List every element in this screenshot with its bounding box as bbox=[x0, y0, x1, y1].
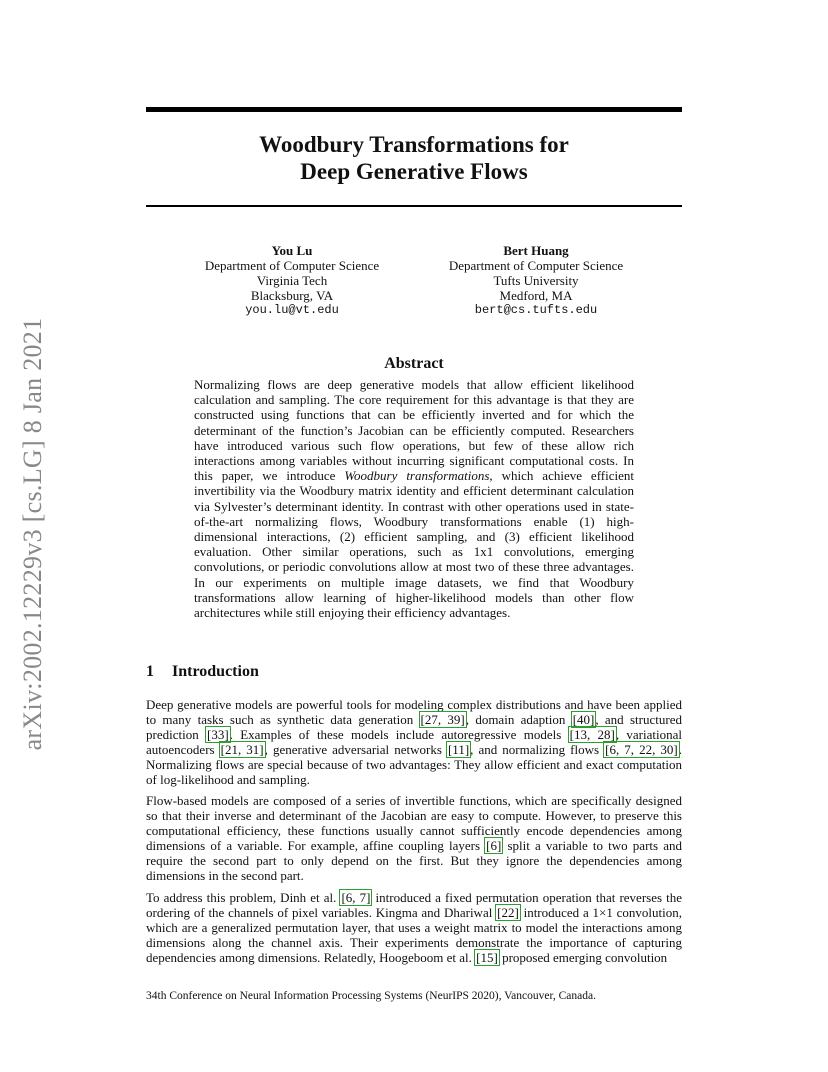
citation-link[interactable]: [6, 7, 22, 30] bbox=[605, 741, 678, 757]
author-institution: Tufts University bbox=[493, 273, 579, 288]
author-location: Blacksburg, VA bbox=[250, 288, 334, 303]
text-run: introduced a 1×1 convolution, which are a generalized permutation layer, that uses a weight matrix to model the interactions among dimensions along the channel axis. Their experiments demonstrate the importance of capturing dependencies among dimensions. Relatedly, Hoogeboom et al. bbox=[146, 904, 682, 965]
abstract-text bbox=[194, 377, 634, 620]
author-block-2 bbox=[406, 243, 666, 318]
abstract-part-2: , which achieve efficient invertibility via the Woodbury matrix identity and efficient determinant calculation via Sylvester’s determinant identity. In contrast with other operations used in state-of-the-art normalizing flows, Woodbury transformations enable (1) high-dimensional interactions, (2) efficient sampling, and (3) efficient likelihood evaluation. Other similar operations, such as 1x1 convolutions, emerging convolutions, or periodic convolutions allow at most two of these three advantages. In our experiments on multiple image datasets, we find that Woodbury transformations allow learning of higher-likelihood models than other flow architectures while still enjoying their efficiency advantages. bbox=[194, 468, 634, 621]
author-block-1 bbox=[162, 243, 422, 318]
text-run: split a variable to two parts and require the second part to only depend on the first. But they ignore the dependencies among dimensions in the second part. bbox=[146, 838, 682, 883]
title-line-1: Woodbury Transformations for bbox=[259, 132, 569, 157]
citation-link[interactable]: [21, 31] bbox=[220, 741, 264, 757]
text-run: , variational autoencoders bbox=[146, 726, 682, 757]
title-top-rule bbox=[146, 107, 682, 112]
citation-link[interactable]: [11] bbox=[447, 741, 470, 757]
conference-footnote: 34th Conference on Neural Information Processing Systems (NeurIPS 2020), Vancouver, Canada. bbox=[146, 990, 596, 1002]
author-name: Bert Huang bbox=[503, 243, 569, 258]
text-run: , generative adversarial networks bbox=[264, 741, 447, 757]
author-location: Medford, MA bbox=[499, 288, 573, 303]
text-run: Flow-based models are composed of a series of invertible functions, which are specifically designed so that their inverse and determinant of the Jacobian are easy to compute. However, to preserve this computational efficiency, these functions usually cannot sufficiently encode dependencies among dimensions of a variable. For example, affine coupling layers bbox=[146, 793, 682, 854]
text-run: , domain adaption bbox=[465, 711, 572, 727]
introduction-body bbox=[146, 698, 682, 972]
paragraph-2 bbox=[146, 794, 682, 883]
section-heading bbox=[146, 663, 259, 681]
paper-title bbox=[146, 131, 682, 185]
citation-link[interactable]: [13, 28] bbox=[569, 726, 615, 742]
text-run: , and normalizing flows bbox=[470, 741, 605, 757]
text-run: . Normalizing flows are special because of two advantages: They allow efficient and exact computation of log-likelihood and sampling. bbox=[146, 741, 682, 787]
section-title: Introduction bbox=[172, 663, 259, 680]
arxiv-sidebar bbox=[3, 304, 63, 764]
author-department: Department of Computer Science bbox=[448, 258, 624, 273]
paragraph-1 bbox=[146, 698, 682, 787]
citation-link[interactable]: [40] bbox=[572, 711, 595, 727]
text-run: To address this problem, Dinh et al. bbox=[146, 889, 341, 905]
citation-link[interactable]: [22] bbox=[497, 904, 519, 920]
abstract-emphasis: Woodbury transformations bbox=[344, 468, 490, 484]
author-department: Department of Computer Science bbox=[204, 258, 380, 273]
citation-link[interactable]: [33] bbox=[207, 726, 229, 742]
author-institution: Virginia Tech bbox=[256, 273, 328, 288]
author-name: You Lu bbox=[271, 243, 313, 258]
text-run: introduced a fixed permutation operation that reverses the ordering of the channels of pixel variables. Kingma and Dhariwal bbox=[146, 889, 682, 920]
citation-link[interactable]: [6, 7] bbox=[341, 889, 371, 905]
abstract-heading: Abstract bbox=[384, 355, 444, 372]
title-line-2: Deep Generative Flows bbox=[300, 159, 528, 184]
title-bottom-rule bbox=[146, 205, 682, 207]
text-run: proposed emerging convolution bbox=[498, 949, 668, 965]
text-run: Deep generative models are powerful tools for modeling complex distributions and have been applied to many tasks such as synthetic data generation bbox=[146, 697, 682, 727]
citation-link[interactable]: [27, 39] bbox=[420, 711, 465, 727]
text-run: . Examples of these models include autoregressive models bbox=[229, 726, 569, 742]
abstract-part-1: Normalizing flows are deep generative models that allow efficient likelihood calculation and sampling. The core requirement for this advantage is that they are constructed using functions that can be efficiently inverted and for which the determinant of the function’s Jacobian can be efficiently computed. Researchers have introduced various such flow operations, but few of these allow rich interactions among variables without incurring significant computational costs. In this paper, we introduce bbox=[194, 377, 634, 484]
author-email[interactable]: bert@cs.tufts.edu bbox=[474, 303, 598, 317]
text-run: , and structured prediction bbox=[146, 711, 682, 742]
citation-link[interactable]: [15] bbox=[476, 949, 498, 965]
paragraph-3 bbox=[146, 891, 682, 966]
citation-link[interactable]: [6] bbox=[486, 838, 502, 854]
arxiv-identifier: arXiv:2002.12229v3 [cs.LG] 8 Jan 2021 bbox=[18, 317, 47, 751]
section-number: 1 bbox=[146, 663, 154, 680]
author-email[interactable]: you.lu@vt.edu bbox=[245, 303, 339, 317]
